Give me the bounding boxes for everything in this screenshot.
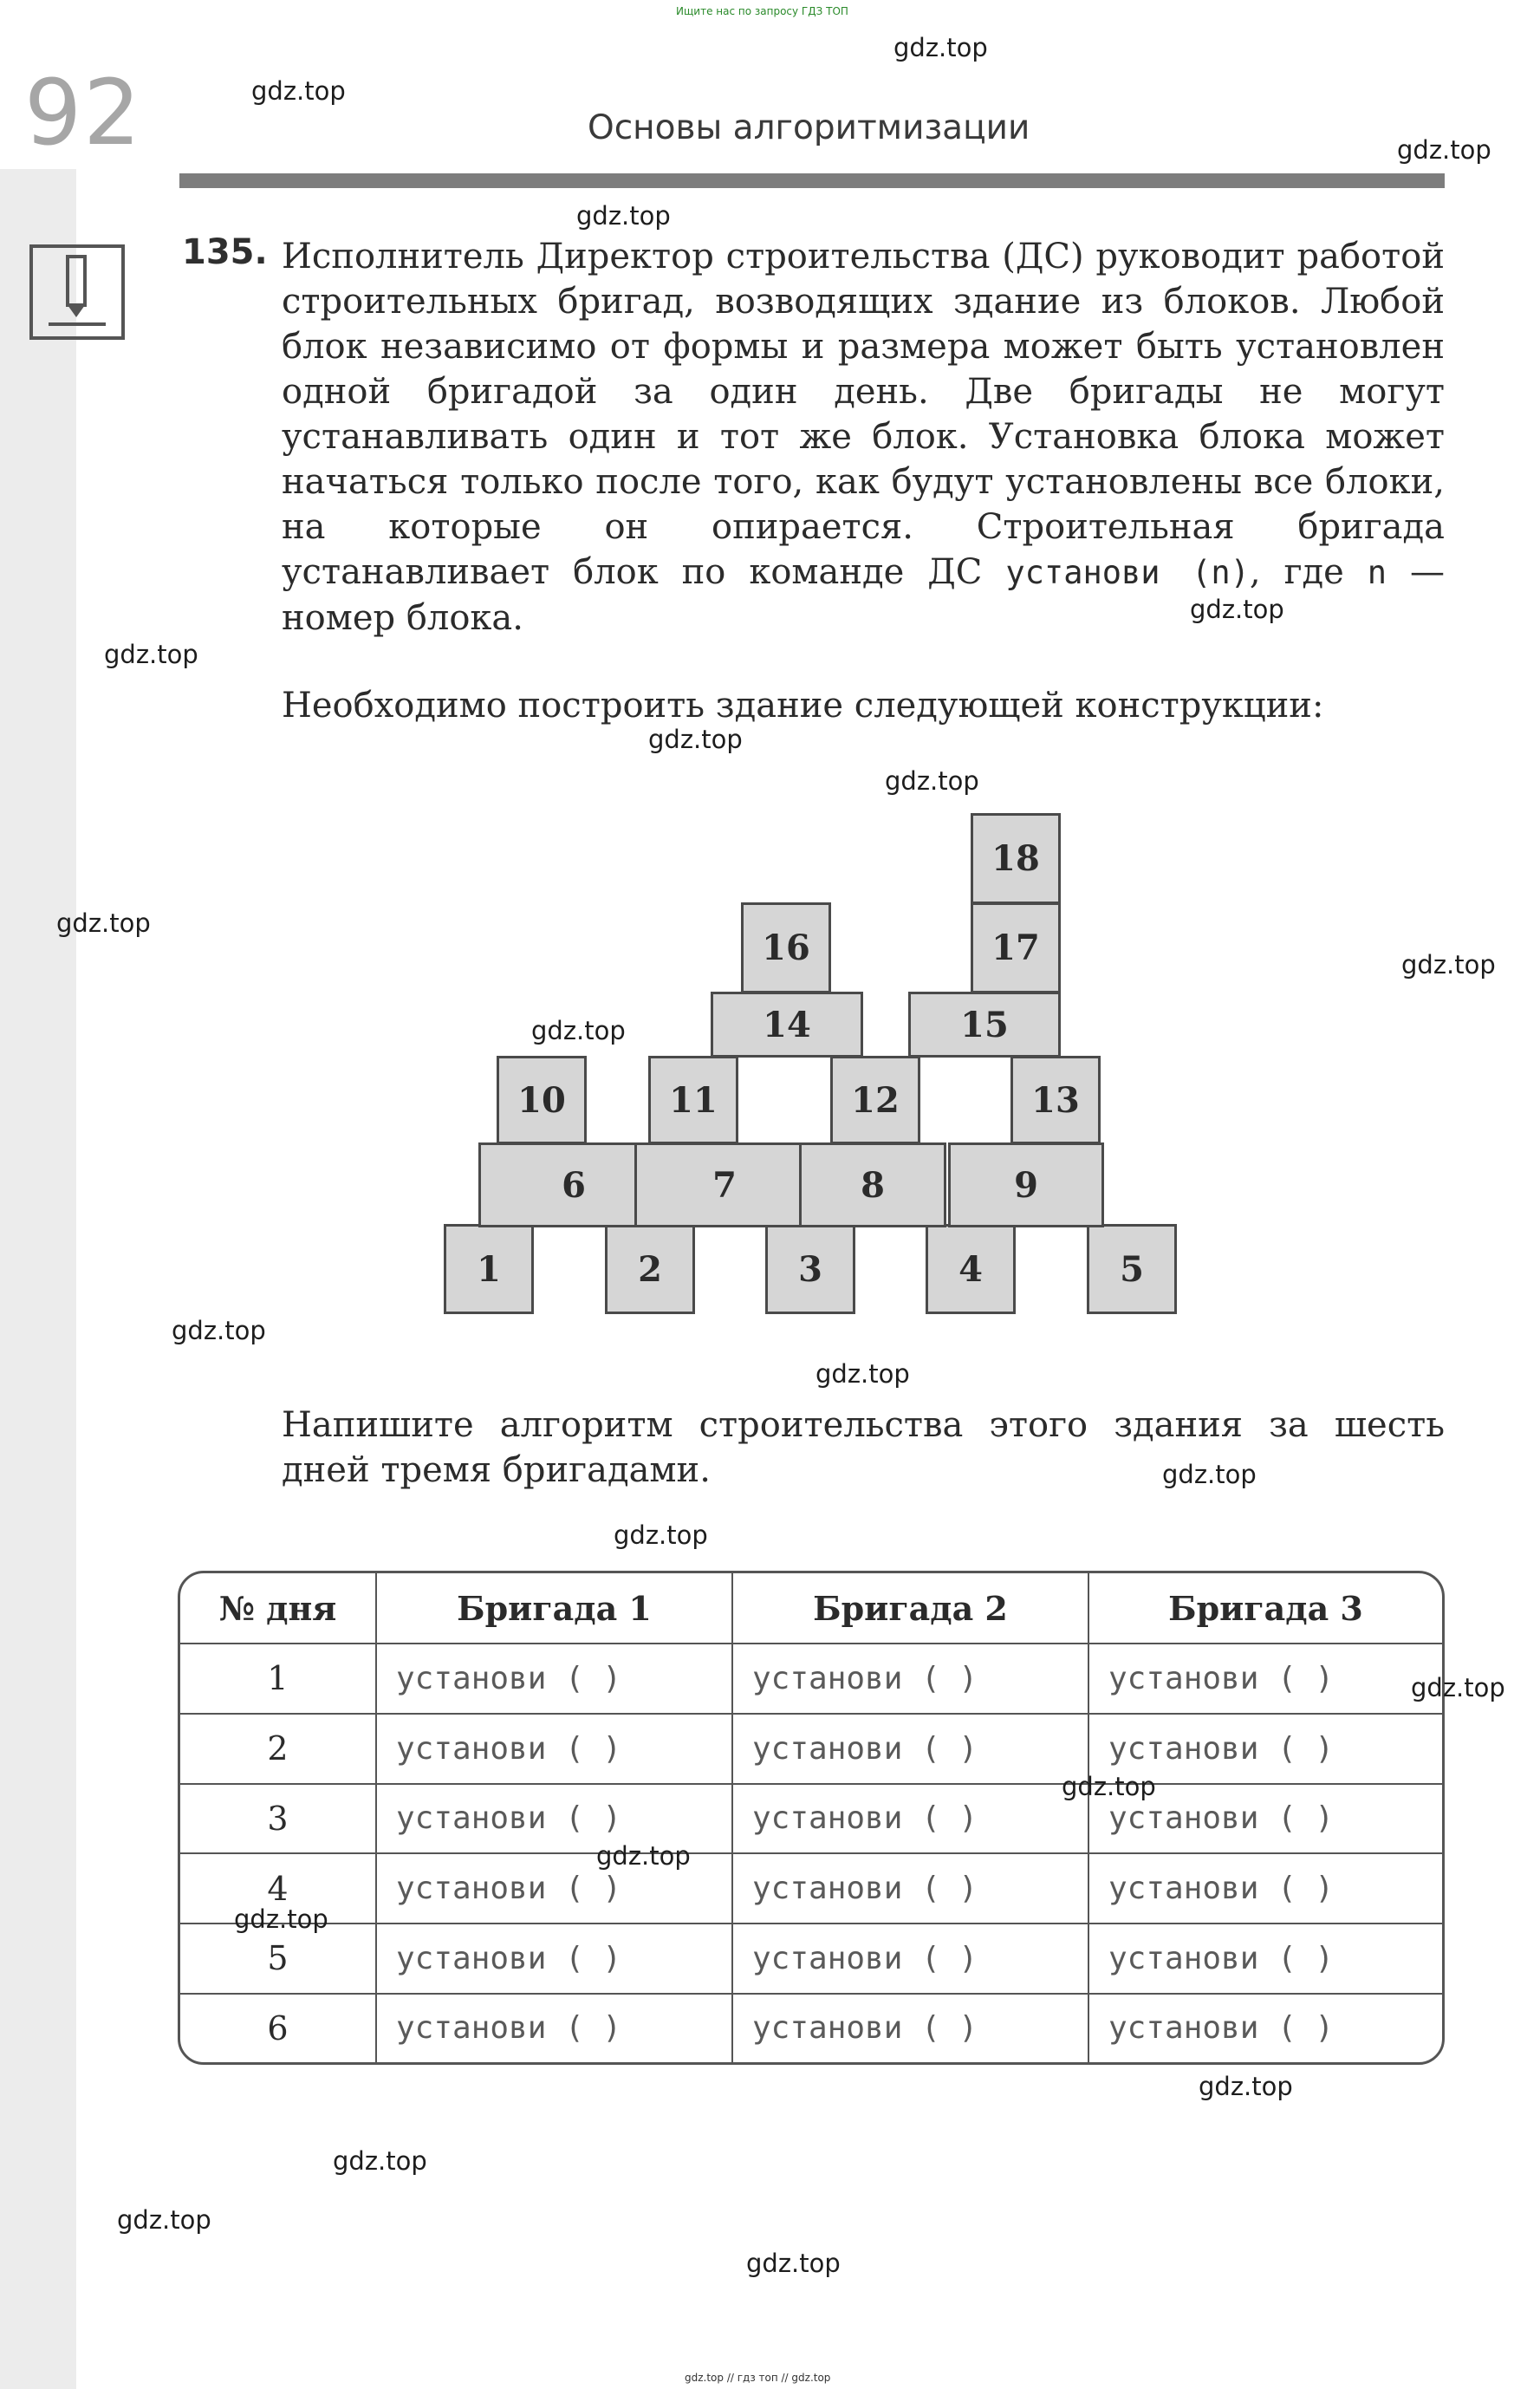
page-number: 92	[24, 60, 143, 166]
watermark: gdz.top	[1199, 2072, 1293, 2101]
command-cell[interactable]: установи ( )	[732, 1644, 1088, 1714]
watermark: gdz.top	[333, 2146, 427, 2176]
day-cell: 1	[180, 1644, 376, 1714]
block-6: 6	[478, 1142, 669, 1227]
watermark: gdz.top	[746, 2249, 841, 2278]
block-13: 13	[1010, 1056, 1101, 1144]
watermark: gdz.top	[1411, 1673, 1505, 1702]
watermark: gdz.top	[815, 1359, 910, 1389]
top-search-note: Ищите нас по запросу ГДЗ ТОП	[676, 5, 848, 17]
command-cell[interactable]: установи ( )	[732, 1994, 1088, 2062]
watermark: gdz.top	[531, 1016, 626, 1045]
table-row	[180, 1644, 1442, 1714]
watermark: gdz.top	[1190, 595, 1284, 624]
command-cell[interactable]: установи ( )	[1088, 1714, 1442, 1784]
watermark: gdz.top	[614, 1520, 708, 1550]
header-day: № дня	[180, 1573, 376, 1644]
header-rule	[179, 173, 1445, 188]
block-5: 5	[1087, 1224, 1177, 1314]
table-header-row	[180, 1573, 1442, 1644]
block-12: 12	[830, 1056, 920, 1144]
command-cell[interactable]: установи ( )	[732, 1714, 1088, 1784]
day-cell: 5	[180, 1924, 376, 1994]
block-18: 18	[971, 813, 1061, 904]
variable-n: n	[1367, 554, 1387, 591]
day-cell: 6	[180, 1994, 376, 2062]
command-cell[interactable]: установи ( )	[732, 1784, 1088, 1854]
block-8: 8	[799, 1142, 946, 1227]
pencil-task-icon	[29, 244, 125, 340]
watermark: gdz.top	[117, 2205, 211, 2235]
task-number: 135.	[182, 232, 268, 272]
left-margin-band	[0, 169, 76, 2389]
watermark: gdz.top	[56, 908, 151, 938]
header-brigade-1: Бригада 1	[376, 1573, 732, 1644]
block-17: 17	[971, 902, 1061, 993]
watermark: gdz.top	[172, 1316, 266, 1345]
watermark: gdz.top	[1401, 950, 1496, 980]
task-text: Исполнитель Директор строительства (ДС) руководит работой строительных бригад, возводящих здание из блоков. Любой блок независимо от формы и размера может быть установлен одной бригадой за один день. Две бригады не могут устанавливать один и тот же блок. Установка блока может начаться только после того, как будут установлены все блоки, на которые он опирается. Строительная бригада устанавливает блок по команде ДС	[282, 237, 1445, 592]
task-text-b: , где	[1249, 552, 1344, 592]
block-10: 10	[497, 1056, 587, 1144]
task-text-c: — номер блока.	[282, 552, 1446, 638]
command-cell[interactable]: установи ( )	[732, 1924, 1088, 1994]
command-cell[interactable]: установи ( )	[376, 1924, 732, 1994]
block-16: 16	[741, 902, 831, 993]
table-row	[180, 1994, 1442, 2062]
command-cell[interactable]: установи ( )	[376, 1853, 732, 1924]
watermark: gdz.top	[1062, 1772, 1156, 1801]
block-2: 2	[605, 1224, 695, 1314]
task-description	[282, 234, 1445, 641]
watermark: gdz.top	[893, 33, 988, 62]
block-7: 7	[634, 1142, 815, 1227]
block-3: 3	[765, 1224, 855, 1314]
command-cell[interactable]: установи ( )	[376, 1994, 732, 2062]
command-cell[interactable]: установи ( )	[376, 1644, 732, 1714]
day-cell: 2	[180, 1714, 376, 1784]
day-cell: 3	[180, 1784, 376, 1854]
command-cell[interactable]: установи ( )	[1088, 1924, 1442, 1994]
block-1: 1	[444, 1224, 534, 1314]
command-cell[interactable]: установи ( )	[376, 1784, 732, 1854]
day-cell: 4	[180, 1853, 376, 1924]
chapter-title: Основы алгоритмизации	[588, 108, 1030, 147]
schedule-table	[178, 1571, 1445, 2065]
command-cell[interactable]: установи ( )	[376, 1714, 732, 1784]
command-cell[interactable]: установи ( )	[1088, 1644, 1442, 1714]
watermark: gdz.top	[104, 640, 198, 669]
table-row	[180, 1714, 1442, 1784]
command-example: установи (n)	[1005, 554, 1250, 591]
table-row	[180, 1853, 1442, 1924]
watermark: gdz.top	[1397, 135, 1491, 165]
block-14: 14	[711, 992, 863, 1058]
table-row	[180, 1924, 1442, 1994]
command-cell[interactable]: установи ( )	[1088, 1994, 1442, 2062]
watermark: gdz.top	[234, 1904, 328, 1934]
header-brigade-2: Бригада 2	[732, 1573, 1088, 1644]
watermark: gdz.top	[885, 766, 979, 796]
command-cell[interactable]: установи ( )	[1088, 1853, 1442, 1924]
block-4: 4	[926, 1224, 1016, 1314]
block-15: 15	[908, 992, 1061, 1058]
footer-note: gdz.top // гдз топ // gdz.top	[685, 2372, 831, 2384]
command-cell[interactable]: установи ( )	[1088, 1784, 1442, 1854]
watermark: gdz.top	[596, 1841, 691, 1871]
table-row	[180, 1784, 1442, 1854]
header-brigade-3: Бригада 3	[1088, 1573, 1442, 1644]
assignment-text: Напишите алгоритм строительства этого здания за шесть дней тремя бригадами.	[282, 1405, 1445, 1490]
watermark: gdz.top	[648, 725, 743, 754]
watermark: gdz.top	[251, 76, 346, 106]
command-cell[interactable]: установи ( )	[732, 1853, 1088, 1924]
block-11: 11	[648, 1056, 738, 1144]
watermark: gdz.top	[1162, 1460, 1257, 1489]
watermark: gdz.top	[576, 201, 671, 231]
block-9: 9	[948, 1142, 1104, 1227]
construction-intro: Необходимо построить здание следующей конструкции:	[282, 686, 1324, 726]
